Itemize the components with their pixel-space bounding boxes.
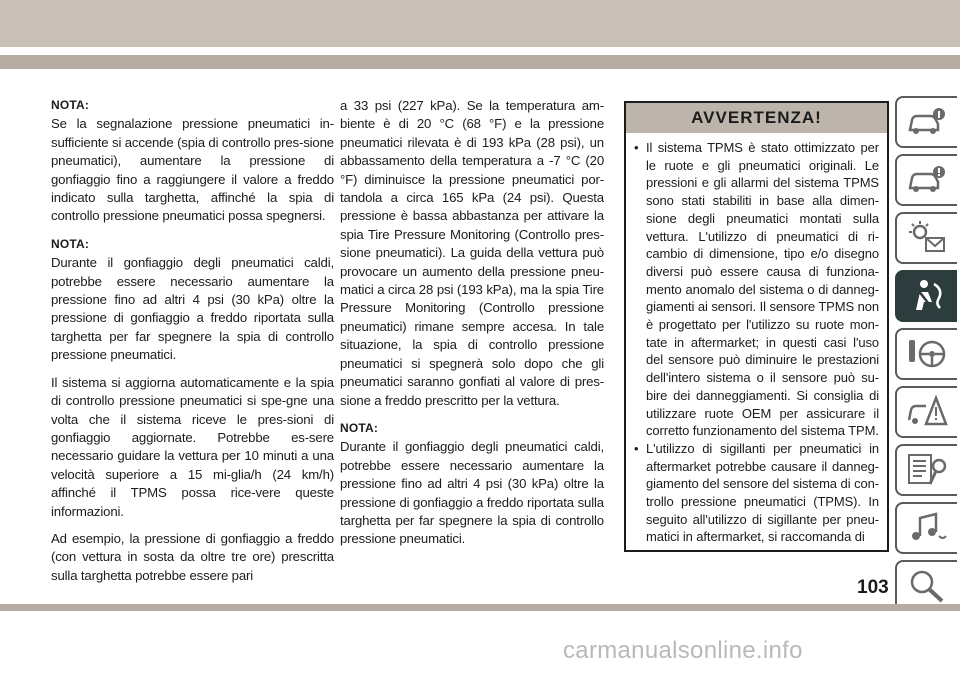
warning-box	[624, 101, 889, 552]
top-color-band	[0, 0, 960, 47]
note-text: Se la segnalazione pressione pneumatici in-sufficiente si accende (spia di controllo pres-sione pneumatici), aumentare la pressione di gonfiaggio fino a raggiungere il valore a freddo indicato sulla targhetta, affinché la spia di controllo pressione pneumatici possa spegnersi.	[51, 116, 334, 224]
watermark: carmanualsonline.info	[563, 637, 803, 664]
text-column-middle	[340, 97, 604, 558]
warning-title: AVVERTENZA!	[626, 103, 887, 133]
car-info-icon	[906, 104, 948, 140]
note-text: Durante il gonfiaggio degli pneumatici caldi, potrebbe essere necessario aumentare la pressione fino ad altri 4 psi (30 kPa) oltre la pressione di gonfiaggio a freddo riportata sulla targhetta per far spegnere la spia di controllo pressione pneumatici.	[51, 255, 334, 363]
tab-warnings[interactable]	[895, 154, 957, 206]
paragraph: a 33 psi (227 kPa). Se la temperatura am-biente è di 20 °C (68 °F) e la pressione pneumatici rilevata è di 193 kPa (28 psi), un abbassamento della temperatura a -7 °C (20 °F) diminuisce la pressione pneumatici por-tandola a circa 165 kPa (24 psi). Questa pressione è bassa abbastanza per attivare la spia Tire Pressure Monitoring (Controllo pres-sione pneumatici). La guida della vettura può provocare un aumento della pressione pneu-matici a circa 28 psi (193 kPa), ma la spia Tire Pressure Monitoring (Controllo pressione pneumatici) rimane sempre accesa. In tale situazione, la spia di controllo pressione pneumatici si spegnerà solo dopo che gli pneumatici saranno gonfiati al valore di pres-sione a freddo prescritto per la vettura.	[340, 98, 604, 408]
note-text: Durante il gonfiaggio degli pneumatici caldi, potrebbe essere necessario aumentare la pressione fino ad altri 4 psi (30 kPa) oltre la pressione di gonfiaggio a freddo riportata sulla targhetta per far spegnere la spia di controllo pressione pneumatici.	[340, 439, 604, 547]
top-divider	[0, 47, 960, 73]
steering-wheel-key-icon	[906, 336, 948, 372]
note-title: NOTA:	[340, 420, 379, 435]
tab-vehicle-info[interactable]	[895, 96, 957, 148]
footer-band	[0, 611, 960, 678]
tab-emergency[interactable]	[895, 386, 957, 438]
page-number: 103	[857, 577, 889, 598]
text-column-left	[51, 96, 334, 594]
tab-lights-messages[interactable]	[895, 212, 957, 264]
note-title: NOTA:	[51, 236, 90, 251]
warning-list	[626, 133, 887, 546]
magnifier-icon	[906, 568, 948, 604]
chapter-tabs	[895, 96, 957, 676]
tab-safety[interactable]	[895, 270, 957, 322]
bottom-divider	[0, 604, 960, 611]
seatbelt-airbag-icon	[906, 278, 948, 314]
car-hazard-icon	[906, 394, 948, 430]
tab-servicing[interactable]	[895, 444, 957, 496]
warning-item: • L'utilizzo di sigillanti per pneumatici in aftermarket potrebbe causare il danneg-giamento del sensore del sistema di con-trollo pressione pneumatici (TPMS). In seguito all'utilizzo di sigillante per pneu-matici in aftermarket, si raccomanda di	[634, 440, 879, 546]
paragraph: Ad esempio, la pressione di gonfiaggio a freddo (con vettura in sosta da oltre tre ore) prescritta sulla targhetta potrebbe essere pari	[51, 530, 334, 583]
checklist-wrench-icon	[906, 452, 948, 488]
lights-message-icon	[906, 220, 948, 256]
warning-item: • Il sistema TPMS è stato ottimizzato per le ruote e gli pneumatici originali. Le pressioni e gli allarmi del sistema TPMS sono stati stabiliti in base alla dimen-sione degli pneumatici montati sulla vettura. L'utilizzo di pneumatici di ri-cambio di dimensione, tipo e/o disegno diversi può essere causa di funziona-mento anomalo del sistema o di danneg-giamenti ai sensori. Il sensore TPMS non è progettato per l'utilizzo su ruote mon-tate in aftermarket; in questi casi l'uso del sensore può diminuire le prestazioni dell'intero sistema o il sensore può su-bire dei danneggiamenti. Si consiglia di utilizzare ruote OEM per assicurare il corretto funzionamento del sistema TPM.	[634, 139, 879, 440]
paragraph: Il sistema si aggiorna automaticamente e la spia di controllo pressione pneumatici si spe-gne una volta che il sistema riceve le pres-sioni di gonfiaggio aggiornate. Potrebbe es-sere necessario guidare la vettura per 10 minuti a una velocità superiore a 15 mi-glia/h (24 km/h) affinché il TPMS possa rice-vere queste informazioni.	[51, 374, 334, 519]
tab-multimedia[interactable]	[895, 502, 957, 554]
note-title: NOTA:	[51, 98, 90, 112]
tab-starting-driving[interactable]	[895, 328, 957, 380]
music-phone-icon	[906, 510, 948, 546]
car-warning-icon	[906, 162, 948, 198]
